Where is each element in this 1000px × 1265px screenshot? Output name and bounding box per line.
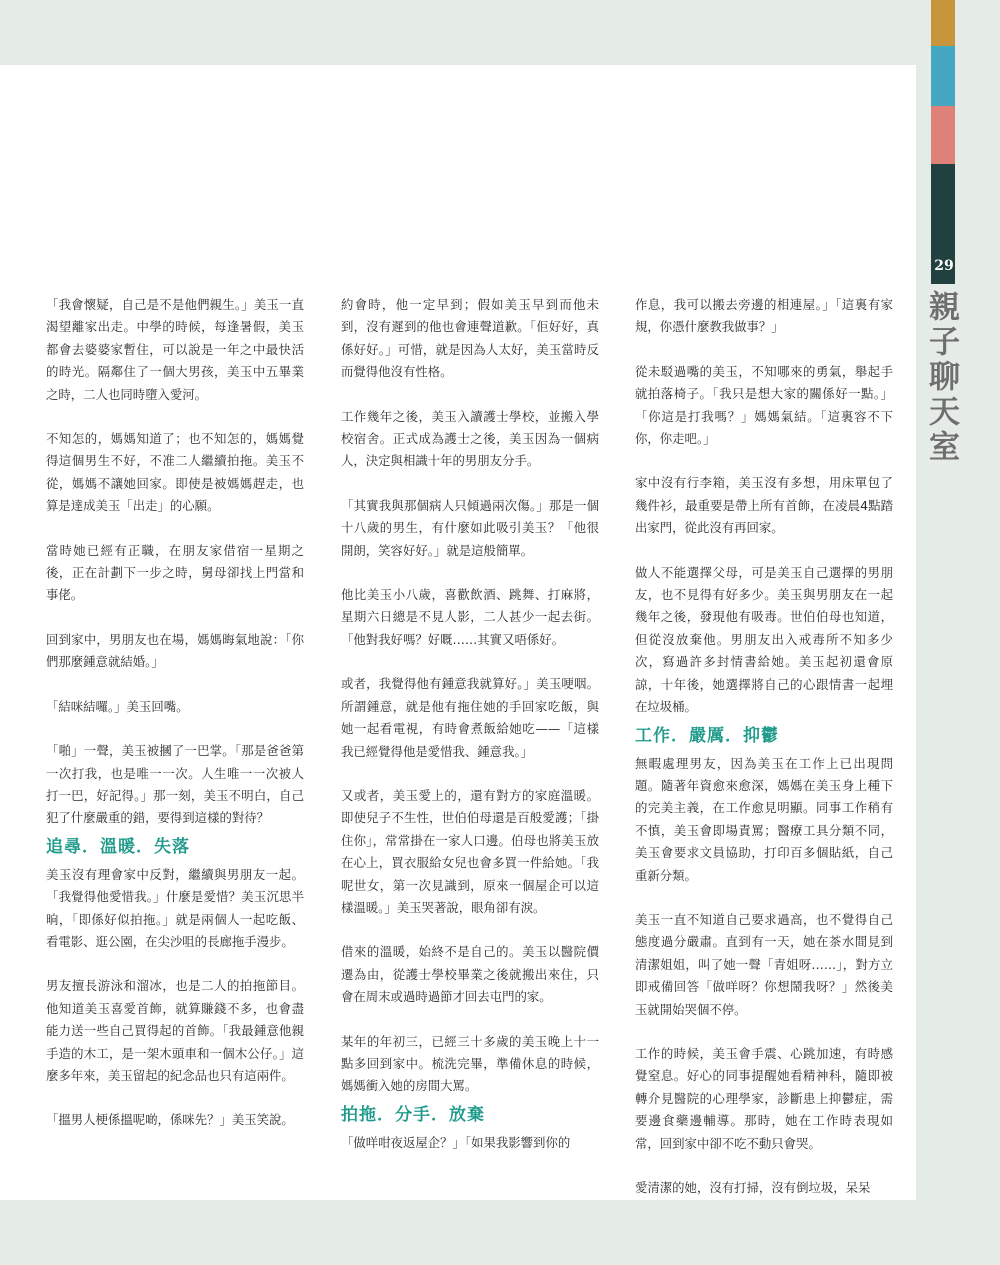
- paragraph: 工作的時候，美玉會手震、心跳加速，有時感覺窒息。好心的同事提醒她看精神科，隨即被轉介見醫院的心理學家，診斷患上抑鬱症，需要邊食藥邊輔導。那時，她在工作時表現如常，回到家中卻不吃不動只會哭。: [635, 1045, 893, 1151]
- subheading: 追尋．溫暖．失落: [46, 836, 190, 857]
- paragraph: 作息，我可以搬去旁邊的相連屋。」「這裏有家規，你憑什麼教我做事？」: [635, 297, 893, 335]
- tab-salmon: [931, 106, 955, 164]
- paragraph: 回到家中，男朋友也在場，媽媽晦氣地說：「你們那麼鍾意就結婚。」: [46, 631, 304, 670]
- tab-teal: [931, 46, 955, 106]
- paragraph: 「結咪結囉。」美玉回嘴。: [46, 698, 189, 714]
- column-2: [341, 294, 599, 1176]
- column-1: [46, 294, 304, 1154]
- paragraph: 「我會懷疑，自己是不是他們親生。」美玉一直渴望離家出走。中學的時候，每逢暑假，美玉都會去婆婆家暫住，可以說是一年之中最快活的時光。隔鄰住了一個大男孩，美玉中五畢業之時，二人也同時墮入愛河。: [46, 297, 304, 402]
- paragraph: 工作幾年之後，美玉入讀護士學校，並搬入學校宿舍。正式成為護士之後，美玉因為一個病人，決定與相識十年的男朋友分手。: [341, 408, 599, 469]
- paragraph: 「啪」一聲，美玉被摑了一巴掌。「那是爸爸第一次打我，也是唯一一次。人生唯一一次被人打一巴，好記得。」那一刻，美玉不明白，自己犯了什麼嚴重的錯，要得到這樣的對待？: [46, 743, 304, 826]
- subheading: 拍拖．分手．放棄: [341, 1104, 485, 1125]
- paragraph: 「做咩咁夜返屋企？」「如果我影響到你的: [341, 1134, 571, 1150]
- column-3: [635, 294, 893, 1221]
- paragraph: 「搵男人梗係搵呢啲，係咪先？」美玉笑說。: [46, 1112, 294, 1128]
- paragraph: 約會時，他一定早到；假如美玉早到而他未到，沒有遲到的他也會連聲道歉。「佢好好，真係好好。」可惜，就是因為人太好，美玉當時反而覺得他沒有性格。: [341, 297, 599, 380]
- subheading: 工作．嚴厲．抑鬱: [635, 725, 779, 746]
- paragraph: 當時她已經有正職，在朋友家借宿一星期之後，正在計劃下一步之時，舅母卻找上門當和事佬。: [46, 542, 304, 603]
- paragraph: 家中沒有行李箱，美玉沒有多想，用床單包了幾件衫，最重要是帶上所有首飾，在凌晨4點踏出家門，從此沒有再回家。: [635, 475, 893, 536]
- section-title: 親子聊天室: [923, 290, 959, 465]
- paragraph: 某年的年初三，已經三十多歲的美玉晚上十一點多回到家中。梳洗完畢，準備休息的時候，媽媽衝入她的房間大罵。: [341, 1033, 599, 1094]
- paragraph: 不知怎的，媽媽知道了；也不知怎的，媽媽覺得這個男生不好，不准二人繼續拍拖。美玉不從，媽媽不讓她回家。即使是被媽媽趕走，也算是達成美玉「出走」的心願。: [46, 431, 304, 514]
- paragraph: 借來的溫暖，始終不是自己的。美玉以醫院價遷為由，從護士學校畢業之後就搬出來住，只會在周末或過時過節才回去屯門的家。: [341, 944, 599, 1005]
- paragraph: 美玉一直不知道自己要求過高，也不覺得自己態度過分嚴肅。直到有一天，她在茶水間見到清潔姐姐，叫了她一聲「青姐呀……」，對方立即戒備回答「做咩呀？你想鬧我呀？」然後美玉就開始哭個不停。: [635, 911, 893, 1017]
- paragraph: 美玉沒有理會家中反對，繼續與男朋友一起。「我覺得他愛惜我。」什麼是愛惜？美玉沉思半晌，「即係好似拍拖。」就是兩個人一起吃飯、看電影、逛公園，在尖沙咀的長廊拖手漫步。: [46, 866, 304, 949]
- paragraph: 愛清潔的她，沒有打掃，沒有倒垃圾，呆呆: [635, 1180, 871, 1195]
- paragraph: 或者，我覺得他有鍾意我就算好。」美玉哽咽。所謂鍾意，就是他有拖住她的手回家吃飯，與她一起看電視，有時會煮飯給她吃——「這樣我已經覺得他是愛惜我、鍾意我。」: [341, 676, 599, 759]
- paragraph: 從未駁過嘴的美玉，不知哪來的勇氣，舉起手就拍落椅子。「我只是想大家的關係好一點。」「你這是打我嗎？」媽媽氣結。「這裏容不下你，你走吧。」: [635, 363, 893, 447]
- page-number: 29: [934, 258, 954, 274]
- paragraph: 又或者，美玉愛上的，還有對方的家庭溫暖。即使兒子不生性，世伯伯母還是百般愛護；「掛住你」，常常掛在一家人口邊。伯母也將美玉放在心上，買衣服給女兒也會多買一件給她。「我呢世女，第一次見識到，原來一個屋企可以這樣溫暖。」美玉哭著說，眼角卻有淚。: [341, 787, 599, 915]
- tab-ochre: [931, 0, 955, 46]
- paragraph: 「其實我與那個病人只傾過兩次傷。」那是一個十八歲的男生，有什麼如此吸引美玉？「他很開朗，笑容好好。」就是這般簡單。: [341, 497, 599, 558]
- paragraph: 他比美玉小八歲，喜歡飲酒、跳舞、打麻將，星期六日總是不見人影，二人甚少一起去街。「他對我好嗎？好嘅……其實又唔係好。: [341, 587, 599, 647]
- paragraph: 無暇處理男友，因為美玉在工作上已出現問題。隨著年資愈來愈深，媽媽在美玉身上種下的完美主義，在工作愈見明顯。同事工作稍有不慎，美玉會即場責罵；醫療工具分類不同，美玉會要求文員協助，打印百多個貼紙，自己重新分類。: [635, 755, 893, 883]
- paragraph: 做人不能選擇父母，可是美玉自己選擇的男朋友，也不見得有好多少。美玉與男朋友在一起幾年之後，發現他有吸毒。世伯伯母也知道，但從沒放棄他。男朋友出入戒毒所不知多少次，寫過許多封情書給她。美玉起初還會原諒，十年後，她選擇將自己的心跟情書一起埋在垃圾桶。: [635, 564, 893, 715]
- paragraph: 男友擅長游泳和溜冰，也是二人的拍拖節目。他知道美玉喜愛首飾，就算賺錢不多，也會盡能力送一些自己買得起的首飾。「我最鍾意他親手造的木工，是一架木頭車和一個木公仔。」這麼多年來，美玉留起的紀念品也只有這兩件。: [46, 978, 304, 1083]
